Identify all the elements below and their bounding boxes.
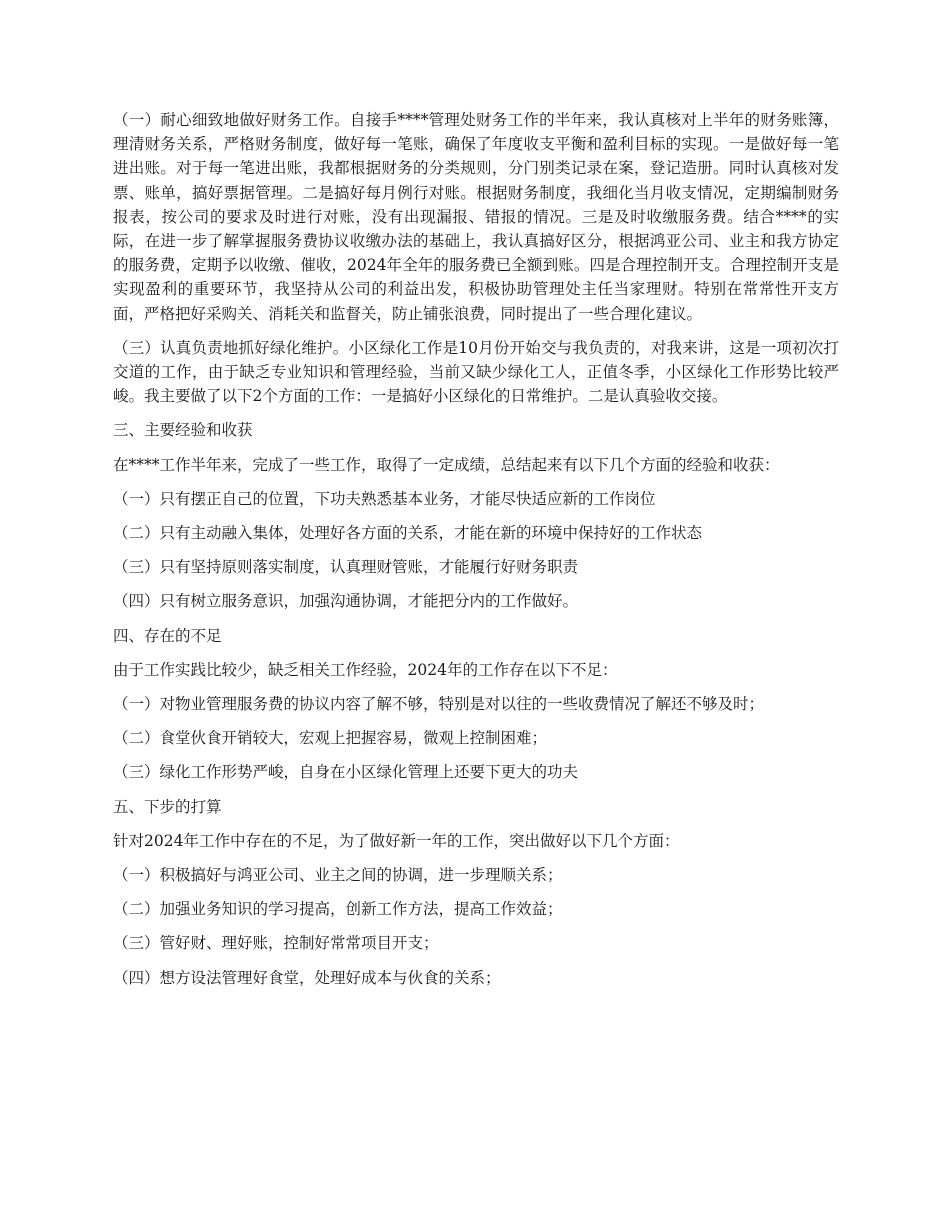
list-item-experience-3: （三）只有坚持原则落实制度，认真理财管账，才能履行好财务职责 xyxy=(113,558,579,577)
list-item-experience-4: （四）只有树立服务意识，加强沟通协调，才能把分内的工作做好。 xyxy=(113,592,579,611)
list-item-plan-3: （三）管好财、理好账，控制好常常项目开支； xyxy=(113,934,439,953)
list-item-shortcoming-3: （三）绿化工作形势严峻，自身在小区绿化管理上还要下更大的功夫 xyxy=(113,763,579,782)
list-item-experience-2: （二）只有主动融入集体，处理好各方面的关系，才能在新的环境中保持好的工作状态 xyxy=(113,524,703,543)
list-item-shortcoming-2: （二）食堂伙食开销较大，宏观上把握容易，微观上控制困难； xyxy=(113,729,548,748)
section-heading-next-plans: 五、下步的打算 xyxy=(113,797,222,816)
paragraph-financial-work: （一）耐心细致地做好财务工作。自接手****管理处财务工作的半年来，我认真核对上半年的财务账簿，理清财务关系，严格财务制度，做好每一笔账，确保了年度收支平衡和盈利目标的实现。一是做好每一笔进出账。对于每一笔进出账，我都根据财务的分类规则，分门别类记录在案，登记造册。同时认真核对发票、账单，搞好票据管理。二是搞好每月例行对账。根据财务制度，我细化当月收支情况，定期编制财务报表，按公司的要求及时进行对账，没有出现漏报、错报的情况。三是及时收缴服务费。结合****的实际，在进一步了解掌握服务费协议收缴办法的基础上，我认真搞好区分，根据鸿亚公司、业主和我方协定的服务费，定期予以收缴、催收，2024年全年的服务费已全额到账。四是合理控制开支。合理控制开支是实现盈利的重要环节，我坚持从公司的利益出发，积极协助管理处主任当家理财。特别在常常性开支方面，严格把好采购关、消耗关和监督关，防止铺张浪费，同时提出了一些合理化建议。 xyxy=(113,111,839,323)
list-item-experience-1: （一）只有摆正自己的位置，下功夫熟悉基本业务，才能尽快适应新的工作岗位 xyxy=(113,489,656,508)
list-item-plan-4: （四）想方设法管理好食堂，处理好成本与伙食的关系； xyxy=(113,968,501,987)
document-body xyxy=(113,108,839,1000)
paragraph-experience-intro: 在****工作半年来，完成了一些工作，取得了一定成绩，总结起来有以下几个方面的经验和收获： xyxy=(113,455,780,474)
list-item-plan-1: （一）积极搞好与鸿亚公司、业主之间的协调，进一步理顺关系； xyxy=(113,866,563,885)
list-item-shortcoming-1: （一）对物业管理服务费的协议内容了解不够，特别是对以往的一些收费情况了解还不够及时； xyxy=(113,695,765,714)
paragraph-greening-maintenance: （三）认真负责地抓好绿化维护。小区绿化工作是10月份开始交与我负责的，对我来讲，这是一项初次打交道的工作，由于缺乏专业知识和管理经验，当前又缺少绿化工人，正值冬季，小区绿化工作形势比较严峻。我主要做了以下2个方面的工作：一是搞好小区绿化的日常维护。二是认真验收交接。 xyxy=(113,338,839,406)
section-heading-experience: 三、主要经验和收获 xyxy=(113,421,253,440)
section-heading-shortcomings: 四、存在的不足 xyxy=(113,626,222,645)
list-item-plan-2: （二）加强业务知识的学习提高，创新工作方法，提高工作效益； xyxy=(113,900,563,919)
paragraph-plans-intro: 针对2024年工作中存在的不足，为了做好新一年的工作，突出做好以下几个方面： xyxy=(113,831,680,850)
paragraph-shortcomings-intro: 由于工作实践比较少，缺乏相关工作经验，2024年的工作存在以下不足： xyxy=(113,660,618,679)
